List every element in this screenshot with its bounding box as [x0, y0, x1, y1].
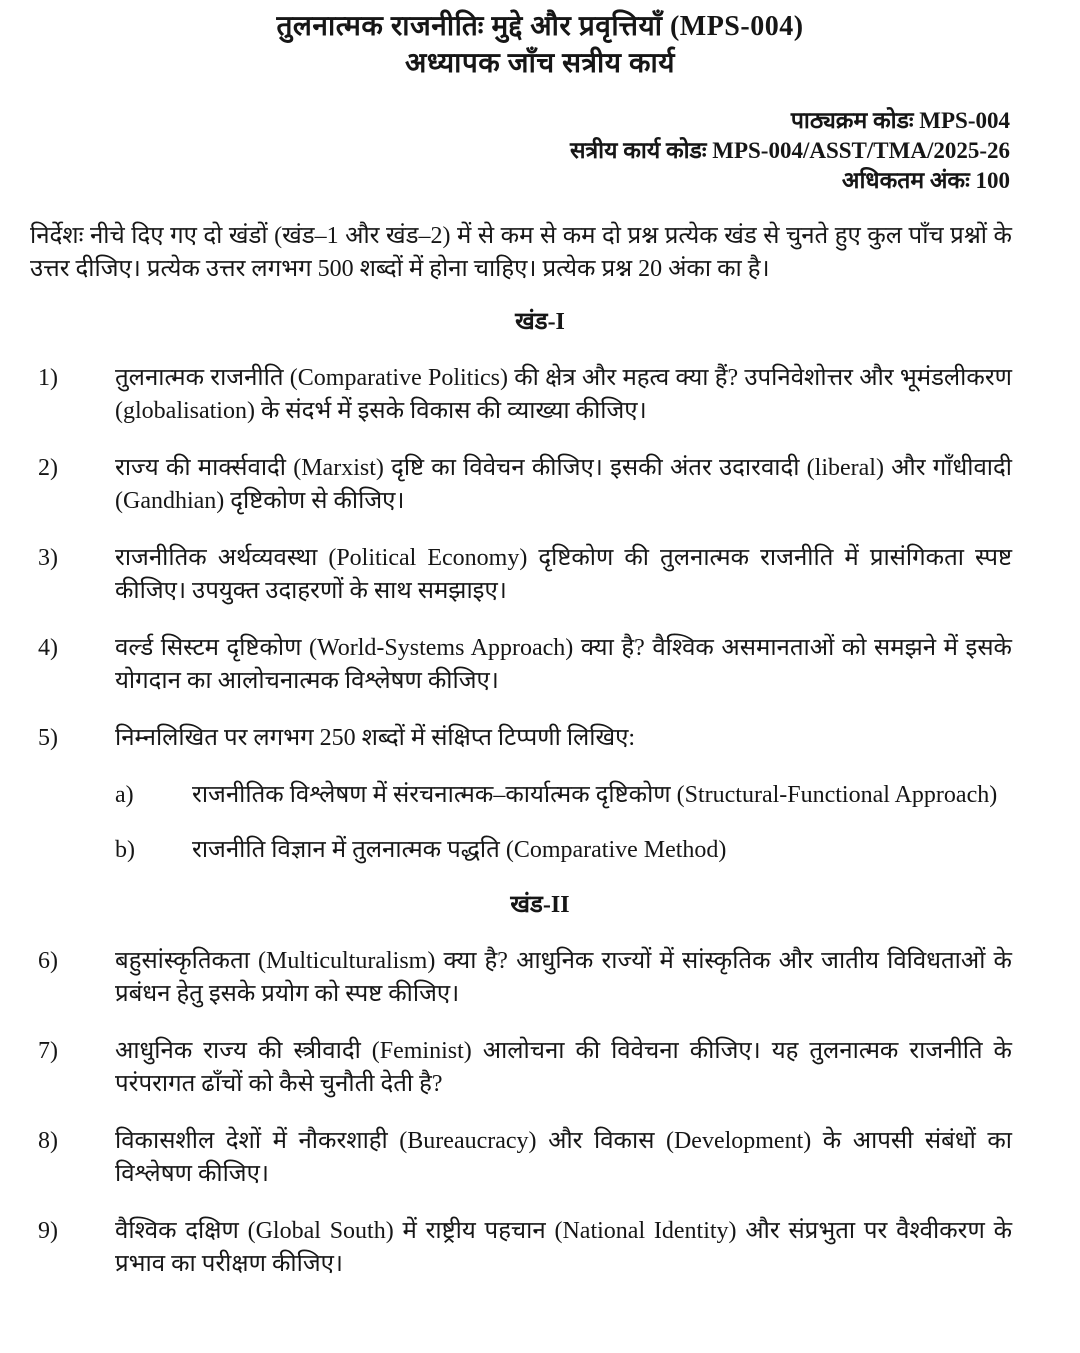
question-8-text: विकासशील देशों में नौकरशाही (Bureaucracy) और विकास (Development) के आपसी संबंधों का विश्लेषण कीजिए। — [115, 1128, 1012, 1187]
question-6-text: बहुसांस्कृतिकता (Multiculturalism) क्या है? आधुनिक राज्यों में सांस्कृतिक और जातीय विविधताओं के प्रबंधन हेतु इसके प्रयोग को स्पष्ट कीजिए। — [115, 948, 1012, 1007]
document-subtitle: अध्यापक जाँच सत्रीय कार्य — [404, 48, 675, 79]
question-4-text: वर्ल्ड सिस्टम दृष्टिकोण (World-Systems Approach) क्या है? वैश्विक असमानताओं को समझने में इसके योगदान का आलोचनात्मक विश्लेषण कीजिए। — [115, 635, 1012, 694]
question-6-number: 6) — [38, 948, 58, 974]
question-1-text: तुलनात्मक राजनीति (Comparative Politics) की क्षेत्र और महत्व क्या हैं? उपनिवेशोत्तर और भूमंडलीकरण (globalisation) के संदर्भ में इसके विकास की व्याख्या कीजिए। — [115, 365, 1012, 424]
question-4 — [38, 632, 1012, 698]
question-5b-label: b) — [115, 837, 135, 863]
max-marks: अधिकतम अंकः 100 — [841, 168, 1010, 193]
question-5 — [38, 722, 1012, 755]
question-3 — [38, 542, 1012, 608]
question-9-text: वैश्विक दक्षिण (Global South) में राष्ट्रीय पहचान (National Identity) और संप्रभुता पर वैश्वीकरण के प्रभाव का परीक्षण कीजिए। — [115, 1218, 1012, 1277]
question-9-number: 9) — [38, 1218, 58, 1244]
assignment-code: सत्रीय कार्य कोडः MPS-004/ASST/TMA/2025-26 — [569, 138, 1010, 163]
course-info-block — [0, 106, 1080, 196]
section-2-heading: खंड-II — [510, 892, 570, 918]
question-5a-text: राजनीतिक विश्लेषण में संरचनात्मक–कार्यात्मक दृष्टिकोण (Structural-Functional Approach) — [192, 782, 998, 808]
question-2-text: राज्य की मार्क्सवादी (Marxist) दृष्टि का विवेचन कीजिए। इसकी अंतर उदारवादी (liberal) और गाँधीवादी (Gandhian) दृष्टिकोण से कीजिए। — [115, 455, 1012, 514]
question-5-text: निम्नलिखित पर लगभग 250 शब्दों में संक्षिप्त टिप्पणी लिखिए: — [115, 725, 636, 751]
document-header — [0, 8, 1080, 82]
section-1-heading: खंड-I — [515, 309, 565, 335]
document-title: तुलनात्मक राजनीतिः मुद्दे और प्रवृत्तियाँ (MPS-004) — [276, 11, 804, 42]
question-6 — [38, 945, 1012, 1011]
question-5-number: 5) — [38, 725, 58, 751]
question-8 — [38, 1125, 1012, 1191]
question-2-number: 2) — [38, 455, 58, 481]
question-8-number: 8) — [38, 1128, 58, 1154]
question-1 — [38, 362, 1012, 428]
question-5b-text: राजनीति विज्ञान में तुलनात्मक पद्धति (Comparative Method) — [192, 837, 727, 863]
question-4-number: 4) — [38, 635, 58, 661]
course-code: पाठ्यक्रम कोडः MPS-004 — [790, 108, 1010, 133]
question-7 — [38, 1035, 1012, 1101]
question-5a — [115, 779, 1012, 812]
question-5b — [115, 834, 1012, 867]
instructions-text: निर्देशः नीचे दिए गए दो खंडों (खंड–1 और खंड–2) में से कम से कम दो प्रश्न प्रत्येक खंड से चुनते हुए कुल पाँच प्रश्नों के उत्तर दीजिए। प्रत्येक उत्तर लगभग 500 शब्दों में होना चाहिए। प्रत्येक प्रश्न 20 अंका का है। — [30, 223, 1012, 282]
question-3-number: 3) — [38, 545, 58, 571]
question-1-number: 1) — [38, 365, 58, 391]
question-7-text: आधुनिक राज्य की स्त्रीवादी (Feminist) आलोचना की विवेचना कीजिए। यह तुलनात्मक राजनीति के परंपरागत ढाँचों को कैसे चुनौती देती है? — [115, 1038, 1012, 1097]
question-9 — [38, 1215, 1012, 1281]
question-7-number: 7) — [38, 1038, 58, 1064]
question-5a-label: a) — [115, 782, 134, 808]
question-3-text: राजनीतिक अर्थव्यवस्था (Political Economy) दृष्टिकोण की तुलनात्मक राजनीति में प्रासंगिकता स्पष्ट कीजिए। उपयुक्त उदाहरणों के साथ समझाइए। — [115, 545, 1012, 604]
question-2 — [38, 452, 1012, 518]
